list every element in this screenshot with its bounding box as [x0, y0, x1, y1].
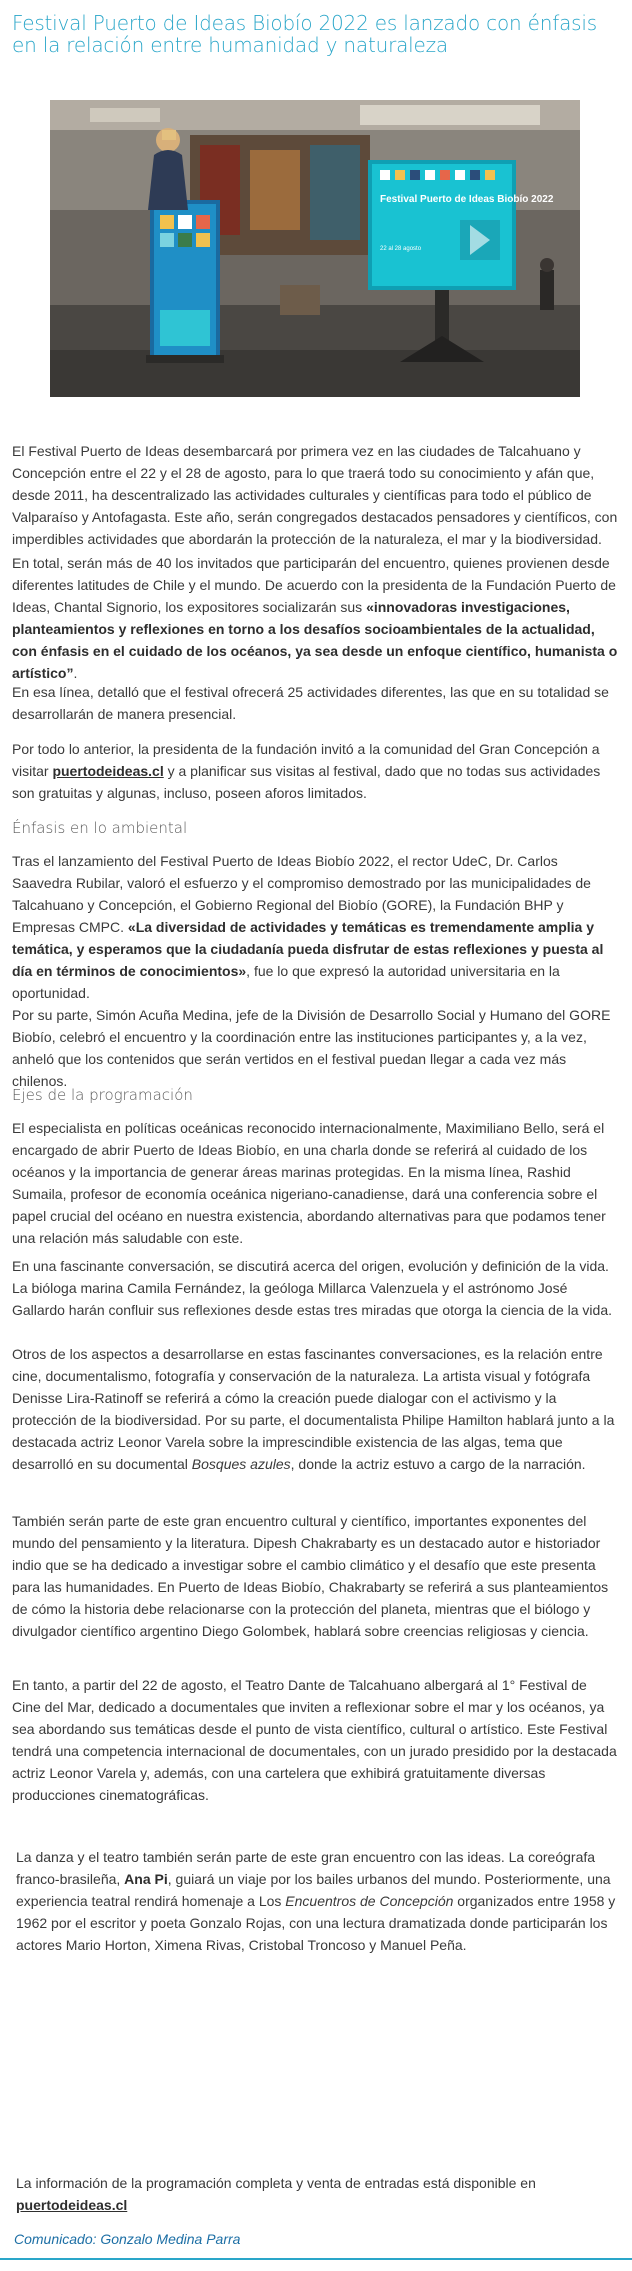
paragraph-2 — [12, 552, 618, 684]
paragraph-9-text: Otros de los aspectos a desarrollarse en estas fascinantes conversaciones, es la relación entre cine, documentalismo, fotografía y conservación de la naturaleza. La artista visual y fotógrafa Denisse Lira-Ratinoff se referirá a cómo la creación puede dialogar con el activismo y la protección de la biodiversidad. Por su parte, el documentalista Philipe Hamilton hablará junto a la destacada actriz Leonor Varela sobre la imprescindible existencia de las algas, tema que desarrolló en su documental — [12, 1346, 615, 1472]
website-link-footer[interactable]: puertodeideas.cl — [16, 2197, 128, 2213]
paragraph-11 — [12, 1674, 618, 1806]
event-title-encuentros: Encuentros de Concepción — [285, 1893, 454, 1909]
paragraph-12 — [16, 1846, 618, 1956]
paragraph-12-end: organizados entre 1958 y 1962 por el escritor y poeta Gonzalo Rojas, con una lectura dramatizada donde participarán los actores Mario Horton, Ximena Rivas, Cristobal Troncoso y Manuel Peña. — [16, 1893, 616, 1953]
photo-illustration — [50, 100, 580, 397]
paragraph-3 — [12, 681, 618, 725]
paragraph-1 — [12, 440, 618, 550]
paragraph-6-text: Por su parte, Simón Acuña Medina, jefe de la División de Desarrollo Social y Humano del GORE Biobío, celebró el encuentro y la coordinación entre las instituciones participantes y, a la vez, anheló que los contenidos que serán vertidos en el festival puedan llegar a cada vez más chilenos. — [12, 1007, 611, 1089]
subheading-ambiental: Énfasis en lo ambiental — [12, 819, 188, 837]
paragraph-7-text: El especialista en políticas oceánicas reconocido internacionalmente, Maximiliano Bello, será el encargado de abrir Puerto de Ideas Biobío, en una charla donde se referirá al cuidado de los océanos y la importancia de generar áreas marinas protegidas. En la misma línea, Rashid Sumaila, profesor de economía oceánica nigeriano-canadiense, dará una conferencia sobre el papel crucial del océano en nuestra existencia, abordando alternativas para que podamos tener una relación más saludable con este. — [12, 1120, 606, 1246]
paragraph-2-text: En total, serán más de 40 los invitados que participarán del encuentro, quienes provienen desde diferentes latitudes de Chile y el mundo. De acuerdo con la presidenta de la Fundación Puerto de Ideas, Chantal Signorio, los expositores socializarán sus — [12, 555, 616, 615]
paragraph-4-end: y a planificar sus visitas al festival, dado que no todas sus actividades son gratuitas y algunas, incluso, poseen aforos limitados. — [12, 763, 601, 801]
paragraph-9-end: , donde la actriz estuvo a cargo de la narración. — [290, 1456, 586, 1472]
screen-right-dates: 22 al 28 agosto — [380, 246, 422, 252]
paragraph-1-text: El Festival Puerto de Ideas desembarcará por primera vez en las ciudades de Talcahuano y Concepción entre el 22 y el 28 de agosto, para lo que traerá todo su conocimiento y afán que, desde 2011, ha descentralizado las actividades culturales y científicas para todo el público de Valparaíso y Antofagasta. Este año, serán congregados destacados pensadores y científicos, con imperdibles actividades que abordarán la protección de la naturaleza, el mar y la biodiversidad. — [12, 443, 618, 547]
paragraph-5-end: , fue lo que expresó la autoridad universitaria en la oportunidad. — [12, 963, 560, 1001]
paragraph-2-end: . — [73, 665, 78, 681]
paragraph-4 — [12, 738, 618, 804]
screen-right-title: Festival Puerto de Ideas Biobío 2022 — [380, 194, 554, 205]
bottom-divider — [0, 2258, 632, 2260]
paragraph-11-text: En tanto, a partir del 22 de agosto, el Teatro Dante de Talcahuano albergará al 1° Festival de Cine del Mar, dedicado a documentales que inviten a reflexionar sobre el mar y los océanos, ya sea abordando sus temáticas desde el punto de vista científico, cultural o artístico. Este Festival tendrá una competencia internacional de documentales, con un jurado presidido por la destacada actriz Leonor Varela y, además, con una cartelera que exhibirá gratuitamente diversas producciones cinematográficas. — [12, 1677, 617, 1803]
paragraph-4-text: Por todo lo anterior, la presidenta de la fundación invitó a la comunidad del Gran Concepción a visitar — [12, 741, 600, 779]
paragraph-13 — [16, 2172, 618, 2216]
paragraph-8 — [12, 1255, 618, 1321]
paragraph-10-text: También serán parte de este gran encuentro cultural y científico, importantes exponentes del mundo del pensamiento y la literatura. Dipesh Chakrabarty es un destacado autor e historiador indio que se ha dedicado a investigar sobre el cambio climático y el desafío que este presenta para las humanidades. En Puerto de Ideas Biobío, Chakrabarty se referirá a sus planteamientos de cómo la historia debe relacionarse con la protección del planeta, mientras que el biólogo y divulgador científico argentino Diego Golombek, hablará sobre creencias religiosas y ciencia. — [12, 1513, 609, 1639]
subheading-programacion: Ejes de la programación — [12, 1086, 193, 1104]
paragraph-3-text: En esa línea, detalló que el festival ofrecerá 25 actividades diferentes, las que en su totalidad se desarrollarán de manera presencial. — [12, 684, 609, 722]
quote-signorio: «innovadoras investigaciones, planteamientos y reflexiones en torno a los desafíos socioambientales de la actualidad, con énfasis en el cuidado de los océanos, ya sea desde un enfoque científico, humanista o artístico” — [12, 599, 618, 681]
paragraph-8-text: En una fascinante conversación, se discutirá acerca del origen, evolución y definición de la vida. La bióloga marina Camila Fernández, la geóloga Millarca Valenzuela y el astrónomo José Gallardo harán confluir sus reflexiones desde estas tres miradas que otorga la ciencia de la vida. — [12, 1258, 612, 1318]
paragraph-12-text: La danza y el teatro también serán parte de este gran encuentro con las ideas. La coreógrafa franco-brasileña, — [16, 1849, 596, 1887]
quote-rector: «La diversidad de actividades y temáticas es tremendamente amplia y temática, y esperamos que la ciudadanía pueda disfrutar de estas reflexiones y puesta al día en términos de conocimientos» — [12, 919, 604, 979]
paragraph-13-text: La información de la programación completa y venta de entradas está disponible en — [16, 2175, 536, 2191]
paragraph-7 — [12, 1117, 618, 1249]
press-credit: Comunicado: Gonzalo Medina Parra — [14, 2231, 241, 2247]
paragraph-6 — [12, 1004, 618, 1092]
article-photo — [50, 100, 580, 397]
website-link[interactable]: puertodeideas.cl — [52, 763, 164, 779]
paragraph-10 — [12, 1510, 618, 1642]
paragraph-5-text: Tras el lanzamiento del Festival Puerto de Ideas Biobío 2022, el rector UdeC, Dr. Carlos Saavedra Rubilar, valoró el esfuerzo y el compromiso demostrado por las municipalidades de Talcahuano y Concepción, el Gobierno Regional del Biobío (GORE), la Fundación BHP y Empresas CMPC. — [12, 853, 591, 935]
documentary-title: Bosques azules — [191, 1456, 291, 1472]
name-ana-pi: Ana Pi — [124, 1871, 168, 1887]
paragraph-12-middle: , guiará un viaje por los bailes urbanos del mundo. Posteriormente, una experiencia teatral rendirá homenaje a Los — [16, 1871, 611, 1909]
paragraph-9 — [12, 1343, 618, 1475]
article-title: Festival Puerto de Ideas Biobío 2022 es lanzado con énfasis en la relación entre humanidad y naturaleza — [12, 11, 597, 57]
paragraph-5 — [12, 850, 618, 1004]
